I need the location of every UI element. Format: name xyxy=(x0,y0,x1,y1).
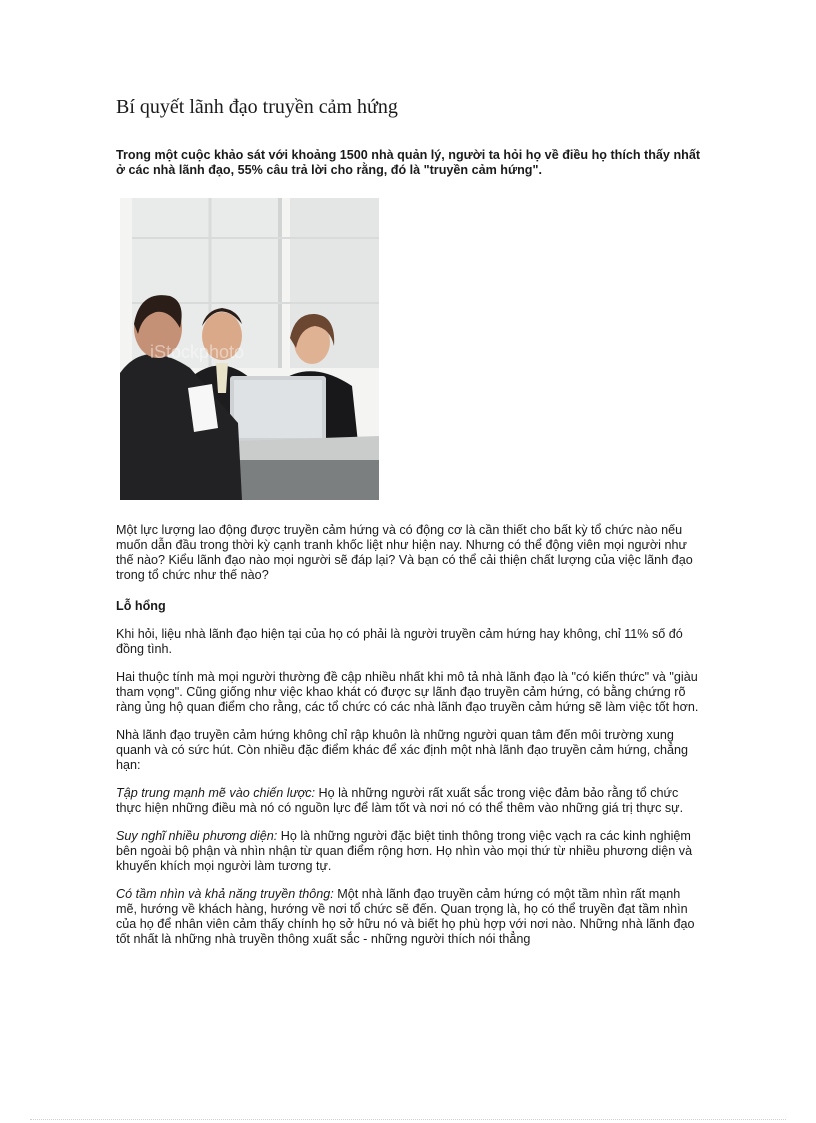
paragraph-traits: Nhà lãnh đạo truyền cảm hứng không chỉ rập khuôn là những người quan tâm đến môi trường xung quanh và có sức hút. Còn nhiều đặc điểm khác để xác định một nhà lãnh đạo truyền cảm hứng, chẳng hạn: xyxy=(116,728,689,772)
trait-strategy-text: Họ là những người rất xuất sắc trong việc đảm bảo rằng tổ chức thực hiện những điều mà nó có nguồn lực để làm tốt và nơi nó có thể thêm vào những giá trị thực sự. xyxy=(116,786,684,815)
trait-strategy xyxy=(116,786,699,816)
paragraph-attributes: Hai thuộc tính mà mọi người thường đề cập nhiều nhất khi mô tả nhà lãnh đạo là "có kiến thức" và "giàu tham vọng". Cũng giống như việc khao khát có được sự lãnh đạo truyền cảm hứng, có bằng chứng rõ ràng ủng hộ quan điểm cho rằng, các tổ chức có các nhà lãnh đạo truyền cảm hứng sẽ làm việc tốt hơn. xyxy=(116,670,699,714)
page-bottom-divider xyxy=(30,1119,786,1120)
article-body xyxy=(116,523,699,960)
paragraph-survey: Khi hỏi, liệu nhà lãnh đạo hiện tại của họ có phải là người truyền cảm hứng hay không, chỉ 11% số đó đồng tình. xyxy=(116,627,683,656)
paragraph-intro: Một lực lượng lao động được truyền cảm hứng và có động cơ là cần thiết cho bất kỳ tổ chức nào nếu muốn dẫn đầu trong thời kỳ cạnh tranh khốc liệt như hiện nay. Nhưng có thể động viên mọi người như thế nào? Kiểu lãnh đạo nào mọi người sẽ đáp lại? Và bạn có thể cải thiện chất lượng của việc lãnh đạo trong tổ chức như thế nào? xyxy=(116,523,693,582)
trait-multidimensional-lead: Suy nghĩ nhiều phương diện: xyxy=(116,829,278,843)
trait-multidimensional xyxy=(116,829,699,874)
document-title: Bí quyết lãnh đạo truyền cảm hứng xyxy=(116,96,398,118)
trait-strategy-lead: Tập trung mạnh mẽ vào chiến lược: xyxy=(116,786,315,800)
section-heading: Lỗ hổng xyxy=(116,599,166,613)
svg-text:iStockphoto: iStockphoto xyxy=(150,342,245,362)
trait-vision-lead: Có tầm nhìn và khả năng truyền thông: xyxy=(116,887,334,901)
intro-paragraph: Trong một cuộc khảo sát với khoảng 1500 nhà quản lý, người ta hỏi họ về điều họ thích thấy nhất ở các nhà lãnh đạo, 55% câu trả lời cho rằng, đó là "truyền cảm hứng". xyxy=(116,148,701,177)
business-meeting-photo xyxy=(120,198,379,500)
trait-vision-text: Một nhà lãnh đạo truyền cảm hứng có một tầm nhìn rất mạnh mẽ, hướng về khách hàng, hướng về nơi tổ chức sẽ đến. Quan trọng là, họ có thể truyền đạt tầm nhìn của họ để nhân viên cảm thấy chính họ sở hữu nó và biết họ phù hợp với nơi nào. Những nhà lãnh đạo tốt nhất là những nhà truyền thông xuất sắc - những người thích nói thẳng xyxy=(116,887,695,946)
trait-multidimensional-text: Họ là những người đặc biệt tinh thông trong việc vạch ra các kinh nghiệm bên ngoài bộ phận và nhìn nhận từ quan điểm rộng hơn. Họ nhìn vào mọi thứ từ nhiều phương diện và khuyến khích mọi người làm tương tự. xyxy=(116,829,693,873)
trait-vision xyxy=(116,887,699,947)
